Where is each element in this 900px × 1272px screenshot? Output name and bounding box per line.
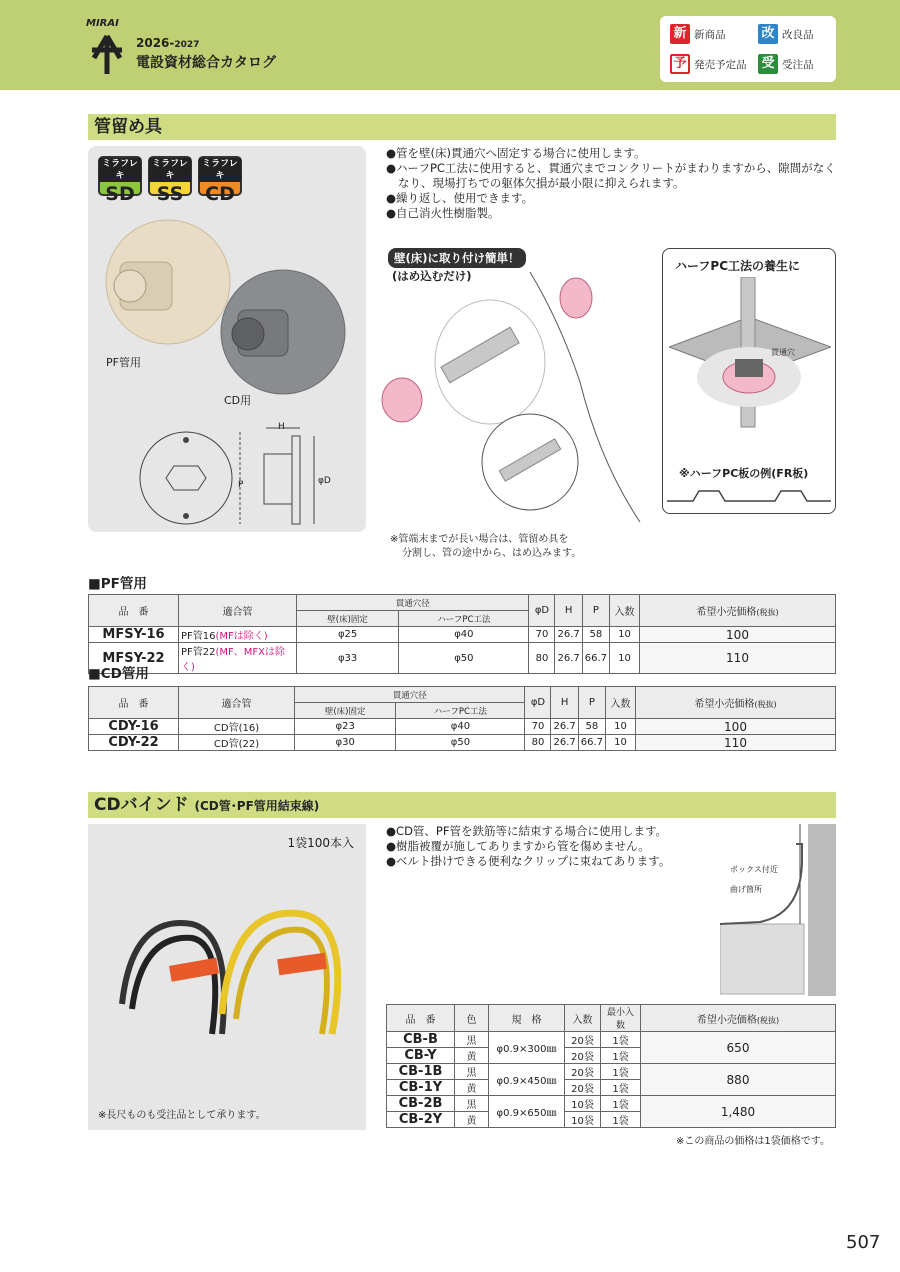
dimension-drawing	[136, 418, 356, 528]
pf-heading: ■PF管用	[88, 576, 147, 592]
legend-box	[660, 16, 836, 82]
callout-easy: 壁(床)に取り付け簡単！	[388, 248, 526, 268]
half-pc-illustration	[669, 277, 831, 477]
table-row: CB-Y 黄 20袋 1袋	[387, 1048, 836, 1064]
cd-table: 品 番 適合管 貫通穴径 φD H P 入数 希望小売価格(税抜) 壁(床)固定 ハーフPC工法 CDY-16 CD管(16) φ23 φ40 70 26.7 58 10 100 CDY-22 CD管(22) φ30 φ50 80 26.7 66.7 10 110	[88, 686, 836, 751]
cdbind-photo-panel	[88, 824, 366, 1130]
badge-sd: ミラフレキ SD	[98, 156, 142, 196]
pipe-fixture-photo	[98, 212, 358, 402]
legend-improved: 改 改良品	[758, 24, 814, 44]
half-pc-hole: 貫通穴	[771, 348, 795, 357]
cd-heading: ■CD管用	[88, 666, 149, 682]
bag-count: 1袋100本入	[287, 836, 354, 850]
cdbind-table: 品 番 色 規 格 入数 最小入数 希望小売価格(税抜) CB-B 黒 φ0.9×300㎜ 20袋 1袋 650 CB-Y 黄 20袋 1袋 CB-1B 黒 φ0.9×450㎜ 20袋 1袋 880 CB-1Y 黄 20袋 1袋 CB-2B 黒 φ0.9×650㎜ 10袋 1袋 1,480 CB-2Y 黄 10袋 1袋	[386, 1004, 836, 1128]
dim-p: P	[238, 480, 244, 490]
section-title-cdbind: CDバインド (CD管･PF管用結束線)	[88, 792, 836, 818]
cdbind-features: ●CD管、PF管を鉄筋等に結束する場合に使用します。 ●樹脂被覆が施してありますから管を傷めません。 ●ベルト掛けできる便利なクリップに束ねてあります。	[386, 824, 671, 868]
table-row: MFSY-22 PF管22(MF、MFXは除く) φ33 φ50 80 26.7 66.7 10 110	[89, 643, 836, 674]
table-row: CB-2B 黒 φ0.9×650㎜ 10袋 1袋 1,480	[387, 1096, 836, 1112]
diagram-label-box: ボックス付近	[730, 865, 778, 874]
half-pc-box	[662, 248, 836, 514]
section-title-kandome: 管留め具	[88, 114, 836, 140]
install-note-2: 分割し、管の途中から、はめ込みます。	[402, 548, 582, 559]
product-photo-panel	[88, 146, 366, 532]
legend-order: 受 受注品	[758, 54, 814, 74]
half-pc-title: ハーフPC工法の養生に	[675, 259, 801, 273]
price-footnote: ※この商品の価格は1袋価格です。	[676, 1136, 830, 1147]
table-row: CB-1Y 黄 20袋 1袋	[387, 1080, 836, 1096]
diagram-label-bend: 曲げ箇所	[730, 885, 762, 894]
table-row: CB-1B 黒 φ0.9×450㎜ 20袋 1袋 880	[387, 1064, 836, 1080]
logo-text: MIRAI	[86, 18, 119, 29]
features-list: ●管を壁(床)貫通穴へ固定する場合に使用します。 ●ハーフPC工法に使用すると、貫通穴までコンクリートがまわりますから、隙間がなくなり、現場打ちでの躯体欠損が最小限に抑えられます。 ●繰り返し、使用できます。 ●自己消火性樹脂製。	[386, 146, 836, 220]
dim-d: φD	[318, 476, 331, 486]
table-row: CDY-16 CD管(16) φ23 φ40 70 26.7 58 10 100	[89, 719, 836, 735]
install-illustration	[380, 262, 650, 532]
table-row: CB-B 黒 φ0.9×300㎜ 20袋 1袋 650	[387, 1032, 836, 1048]
table-row: CDY-22 CD管(22) φ30 φ50 80 26.7 66.7 10 110	[89, 735, 836, 751]
table-row: CB-2Y 黄 10袋 1袋	[387, 1112, 836, 1128]
wiring-diagram	[720, 824, 836, 996]
callout-sub: (はめ込むだけ)	[392, 269, 472, 283]
binding-wire-photo	[112, 894, 362, 1044]
install-note-1: ※管端末までが長い場合は、管留め具を	[390, 534, 569, 545]
badge-ss: ミラフレキ SS	[148, 156, 192, 196]
pf-table: 品 番 適合管 貫通穴径 φD H P 入数 希望小売価格(税抜) 壁(床)固定 ハーフPC工法 MFSY-16 PF管16(MFは除く) φ25 φ40 70 26.7 58 10 100 MFSY-22 PF管22(MF、MFXは除く) φ33 φ50 80 26.7 66.7 10 110	[88, 594, 836, 674]
dim-h: H	[278, 422, 285, 432]
photo-note: ※長尺ものも受注品として承ります。	[98, 1110, 266, 1121]
fr-plate-icon	[663, 481, 835, 505]
legend-planned: 予 発売予定品	[670, 54, 747, 74]
catalog-title: 電設資材総合カタログ	[136, 55, 276, 71]
catalog-year: 2026-2027	[136, 36, 200, 50]
badge-cd: ミラフレキ CD	[198, 156, 242, 196]
table-row: MFSY-16 PF管16(MFは除く) φ25 φ40 70 26.7 58 10 100	[89, 627, 836, 643]
label-cd: CD用	[224, 394, 252, 407]
page-number: 507	[846, 1232, 881, 1253]
label-pf: PF管用	[106, 356, 141, 369]
half-pc-note: ※ハーフPC板の例(FR板)	[679, 467, 809, 480]
legend-new: 新 新商品	[670, 24, 726, 44]
